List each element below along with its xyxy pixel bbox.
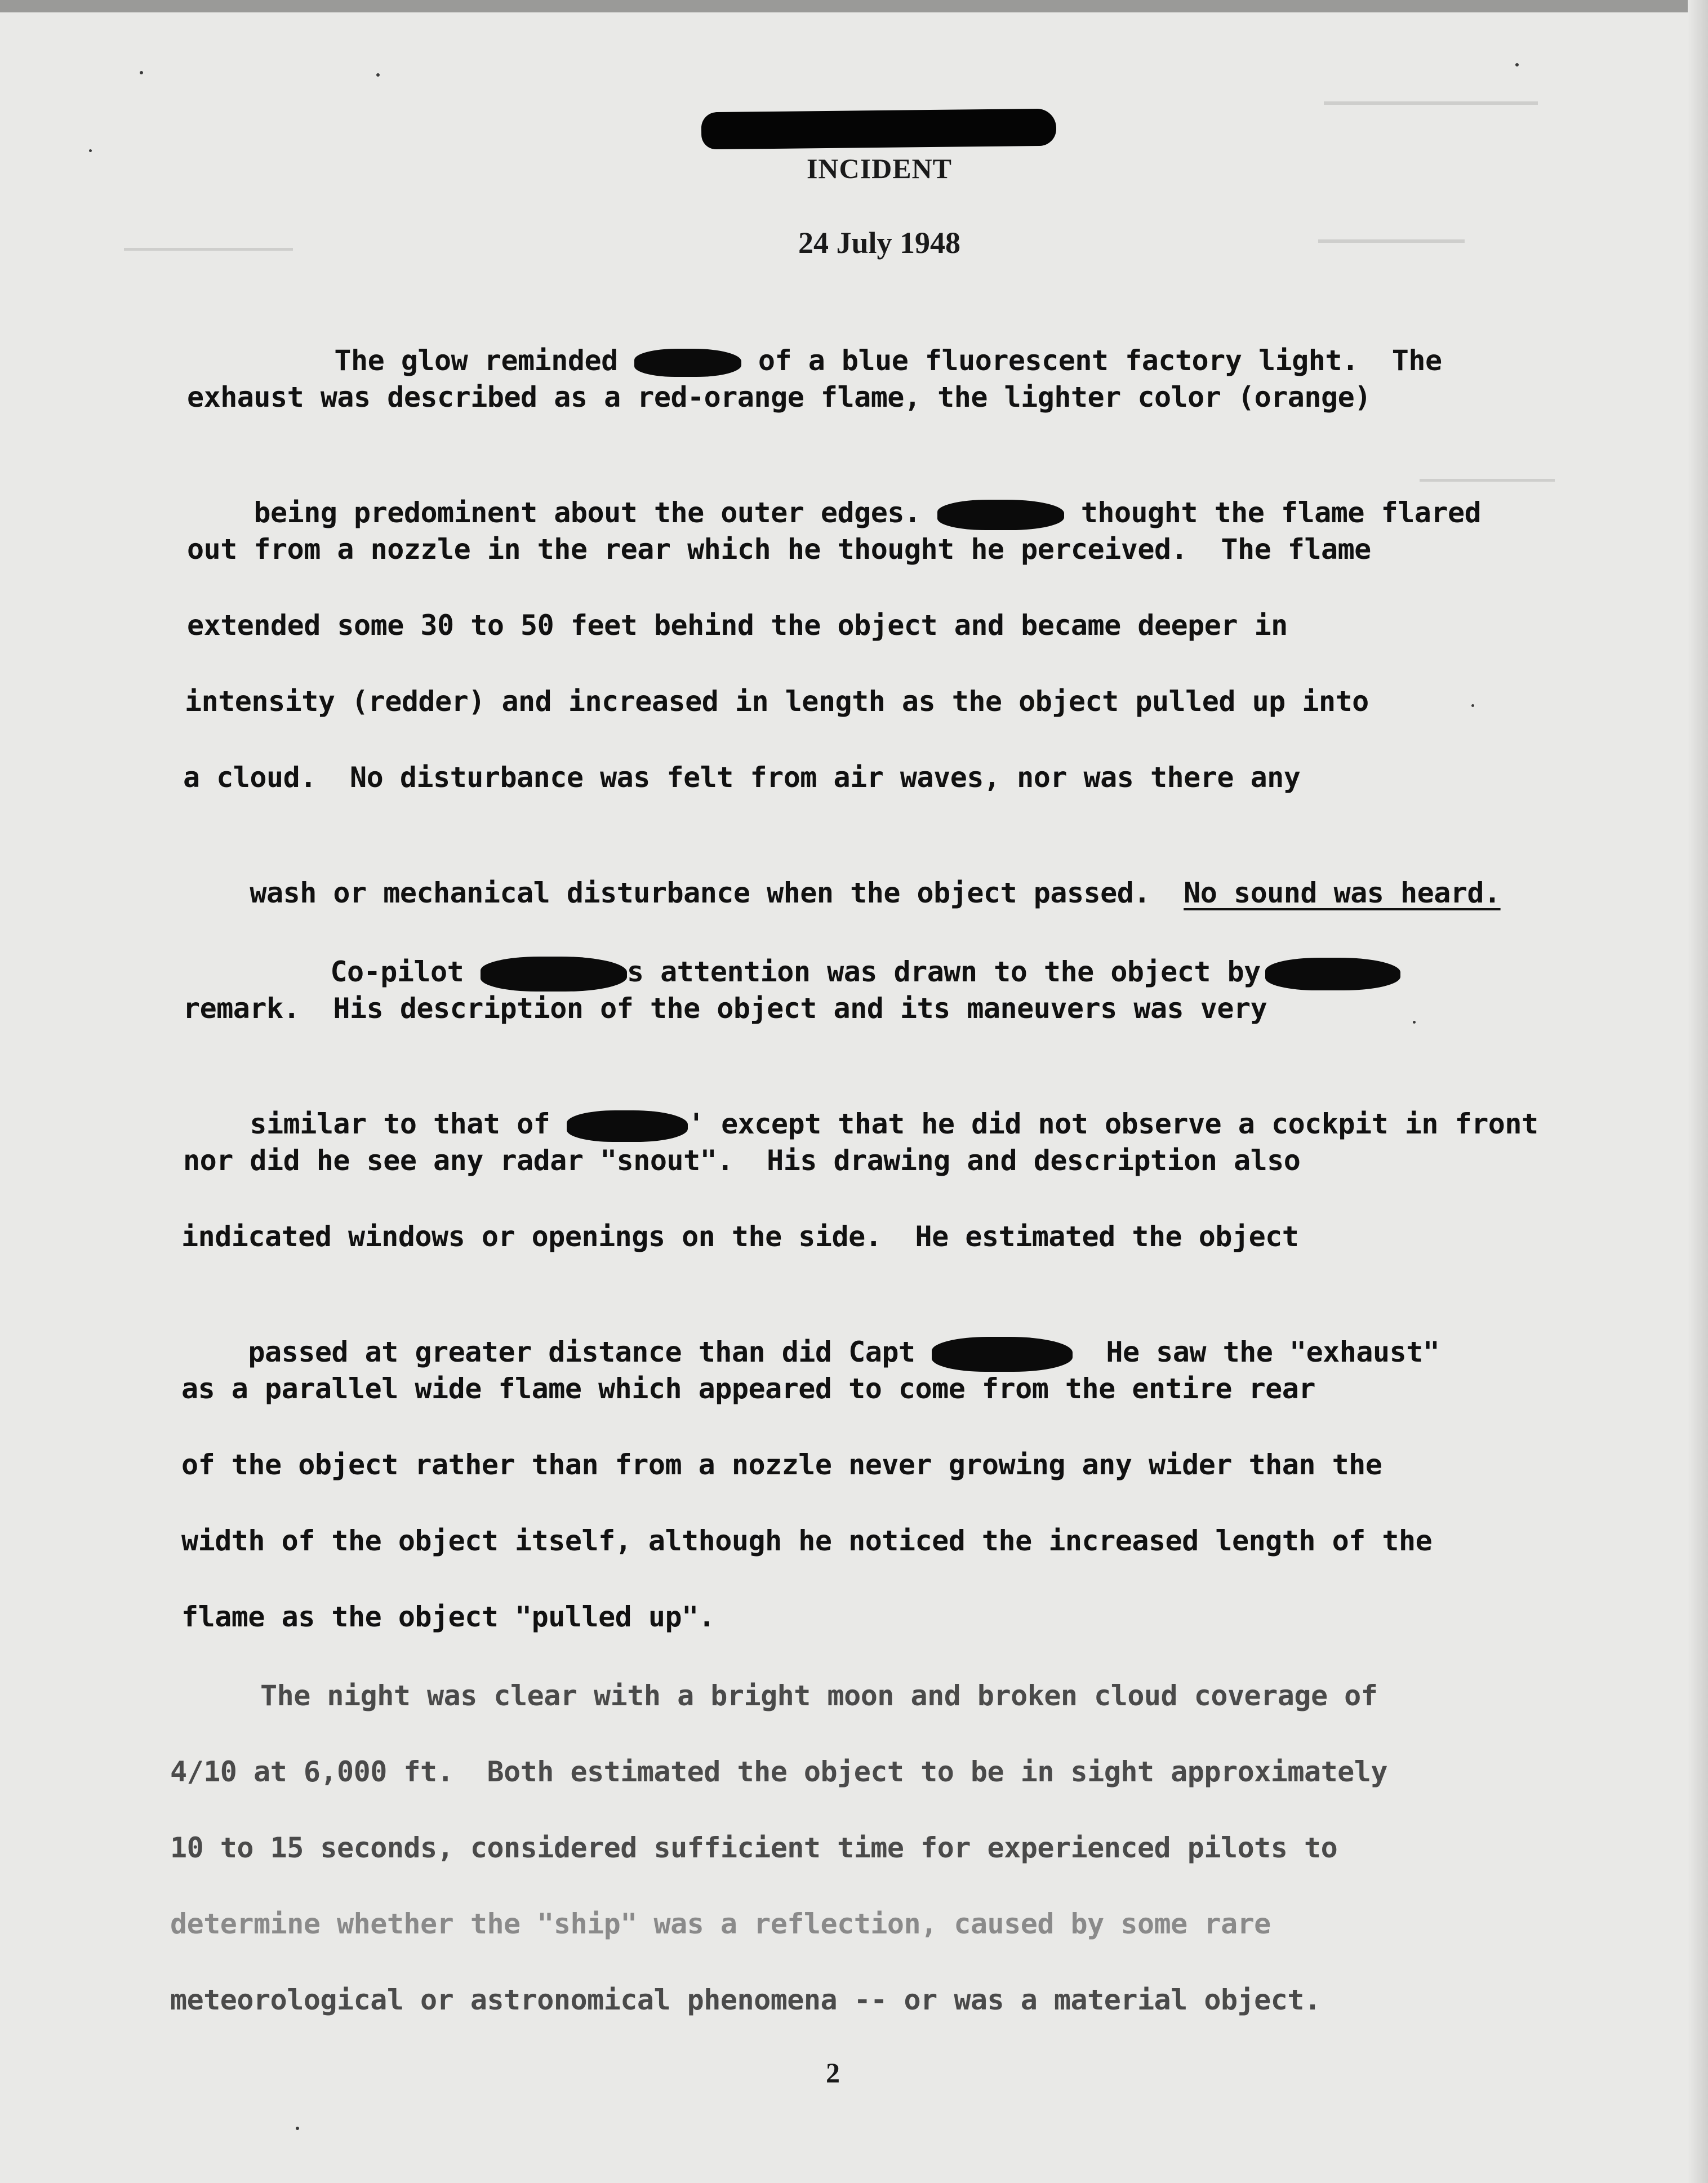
scan-speck — [1471, 704, 1474, 707]
bleed-through-mark — [1318, 239, 1465, 243]
name-redaction — [481, 957, 627, 992]
paragraph-2-line-10: flame as the object "pulled up". — [181, 1600, 715, 1633]
underlined-statement: No sound was heard. — [1184, 877, 1501, 909]
scan-speck — [376, 73, 380, 77]
scan-right-edge — [1688, 0, 1708, 2183]
name-redaction — [1265, 958, 1400, 990]
header-redaction-block — [701, 109, 1057, 150]
paragraph-1-line-5: extended some 30 to 50 feet behind the object and became deeper in — [187, 609, 1288, 642]
paragraph-1-line-2: exhaust was described as a red-orange flame, the lighter color (orange) — [187, 381, 1371, 414]
name-redaction — [932, 1337, 1073, 1372]
paragraph-1-line-7: a cloud. No disturbance was felt from air waves, nor was there any — [183, 761, 1301, 794]
text-segment: s attention was drawn to the object by — [626, 955, 1261, 988]
text-segment: He saw the "exhaust" — [1073, 1336, 1440, 1368]
scan-speck — [89, 149, 92, 152]
paragraph-3-line-3: 10 to 15 seconds, considered sufficient time for experienced pilots to — [170, 1831, 1338, 1864]
scan-speck — [296, 2127, 299, 2130]
paragraph-3-line-5: meteorological or astronomical phenomena -- or was a material object. — [170, 1984, 1321, 2016]
scan-speck — [1413, 1021, 1416, 1024]
paragraph-2-line-4: nor did he see any radar "snout". His drawing and description also — [183, 1144, 1301, 1177]
name-redaction — [634, 349, 741, 377]
paragraph-1-line-6: intensity (redder) and increased in length as the object pulled up into — [185, 685, 1369, 718]
paragraph-2-line-2: remark. His description of the object and its maneuvers was very — [183, 992, 1267, 1025]
text-segment: thought the flame flared — [1064, 496, 1482, 529]
paragraph-3-line-2: 4/10 at 6,000 ft. Both estimated the object to be in sight approximately — [170, 1755, 1387, 1788]
paragraph-3-line-1: The night was clear with a bright moon and broken cloud coverage of — [260, 1679, 1378, 1712]
name-redaction — [937, 500, 1064, 530]
text-segment: The glow reminded — [334, 344, 635, 377]
text-segment: Co-pilot — [330, 955, 481, 988]
bleed-through-mark — [1324, 101, 1538, 105]
paragraph-2-line-5: indicated windows or openings on the side. He estimated the object — [181, 1220, 1299, 1253]
paragraph-3-line-4: determine whether the "ship" was a reflection, caused by some rare — [170, 1908, 1271, 1940]
text-segment: wash or mechanical disturbance when the object passed. — [250, 877, 1184, 909]
paragraph-1-line-4: out from a nozzle in the rear which he thought he perceived. The flame — [187, 533, 1371, 566]
scan-speck — [1515, 63, 1519, 66]
name-redaction — [567, 1110, 688, 1142]
text-segment: of a blue fluorescent factory light. The — [741, 344, 1442, 377]
paragraph-2-line-8: of the object rather than from a nozzle never growing any wider than the — [181, 1448, 1382, 1481]
paragraph-2-line-9: width of the object itself, although he noticed the increased length of the — [181, 1524, 1433, 1557]
text-segment: ' except that he did not observe a cockpit in front — [687, 1108, 1538, 1140]
page-number: 2 — [826, 2057, 840, 2088]
text-segment: similar to that of — [250, 1108, 567, 1140]
bleed-through-mark — [124, 248, 293, 251]
text-segment: being predominent about the outer edges. — [253, 496, 938, 529]
scan-speck — [140, 71, 143, 74]
document-date: 24 July 1948 — [798, 226, 961, 260]
document-title: INCIDENT — [806, 153, 953, 184]
text-segment: passed at greater distance than did Capt — [248, 1336, 932, 1368]
scan-top-edge — [0, 0, 1708, 12]
paragraph-2-line-7: as a parallel wide flame which appeared to come from the entire rear — [181, 1372, 1315, 1405]
